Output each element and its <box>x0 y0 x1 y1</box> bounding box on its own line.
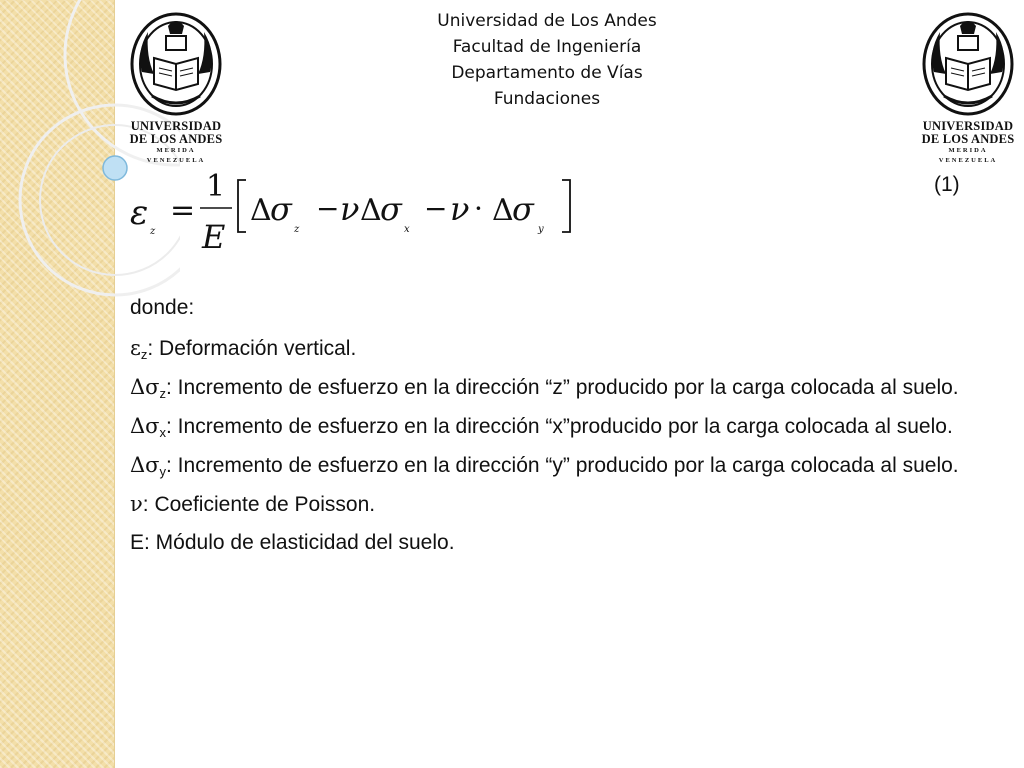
eq-nu-2: ν <box>450 190 470 228</box>
eq-denominator: E <box>202 218 226 256</box>
eq-left-bracket <box>238 180 246 232</box>
dsy-symbol: Δσ <box>130 453 160 477</box>
logo-text-line3: MERIDA VENEZUELA <box>938 147 998 164</box>
university-logo-right <box>920 12 1016 164</box>
equation-number: (1) <box>934 173 960 196</box>
header-course: Fundaciones <box>493 89 601 109</box>
dsz-sub: z <box>159 386 167 401</box>
dsx-symbol: Δσ <box>130 414 160 438</box>
nu-symbol: ν <box>130 492 143 516</box>
logo-text-line2: DE LOS ANDES <box>129 132 223 146</box>
logo-text-line2: DE LOS ANDES <box>921 132 1015 146</box>
definitions-intro: donde: <box>130 296 195 319</box>
university-logo-left <box>128 12 224 164</box>
definition-elastic-modulus: E: Módulo de elasticidad del suelo. <box>130 531 455 554</box>
eq-numerator: 1 <box>206 169 226 204</box>
nu-text: : Coeficiente de Poisson. <box>142 493 376 516</box>
header-department: Departamento de Vías <box>451 63 643 83</box>
eq-delta-2: Δ <box>360 193 382 228</box>
dsz-symbol: Δσ <box>130 375 160 399</box>
definition-dsx <box>130 412 962 441</box>
eq-delta-1: Δ <box>250 193 272 228</box>
university-seal-icon <box>920 12 1016 120</box>
definition-nu <box>130 490 962 519</box>
slide-header <box>300 8 794 112</box>
university-seal-icon <box>128 12 224 120</box>
eq-sigma-1: σ <box>270 190 292 228</box>
eq-minus-1: − <box>316 192 340 225</box>
eq-sigma-3: σ <box>512 190 534 228</box>
strain-text: : Deformación vertical. <box>147 337 357 360</box>
definition-dsy <box>130 451 962 480</box>
eq-equals: = <box>170 193 196 228</box>
eq-epsilon: ε <box>130 193 149 233</box>
strain-equation <box>128 168 598 260</box>
dsz-text: : Incremento de esfuerzo en la dirección “z” producido por la carga colocada al suelo. <box>166 376 959 399</box>
strain-sub: z <box>140 347 148 362</box>
strain-symbol: ε <box>130 336 141 360</box>
dsy-text: : Incremento de esfuerzo en la dirección “y” producido por la carga colocada al suelo. <box>166 454 959 477</box>
logo-text-line3: MERIDA VENEZUELA <box>146 147 206 164</box>
eq-sub-x: x <box>404 224 410 235</box>
header-university: Universidad de Los Andes <box>437 11 657 31</box>
definition-strain <box>130 334 962 363</box>
eq-sigma-2: σ <box>380 190 402 228</box>
header-faculty: Facultad de Ingeniería <box>452 37 642 57</box>
logo-text-line1: UNIVERSIDAD <box>922 119 1014 133</box>
eq-dot: · <box>474 192 483 225</box>
eq-delta-3: Δ <box>492 193 514 228</box>
eq-epsilon-sub: z <box>150 226 156 237</box>
definitions-list <box>130 294 962 567</box>
dsy-sub: y <box>159 464 167 479</box>
definition-dsz <box>130 373 962 402</box>
dsx-text: : Incremento de esfuerzo en la dirección “x”producido por la carga colocada al suelo. <box>166 415 953 438</box>
decorative-side-band <box>0 0 115 768</box>
eq-sub-y: y <box>538 224 544 235</box>
dsx-sub: x <box>159 425 167 440</box>
eq-minus-2: − <box>424 192 448 225</box>
eq-sub-z: z <box>294 224 300 235</box>
logo-text-line1: UNIVERSIDAD <box>130 119 222 133</box>
eq-nu-1: ν <box>340 190 360 228</box>
eq-right-bracket <box>562 180 570 232</box>
